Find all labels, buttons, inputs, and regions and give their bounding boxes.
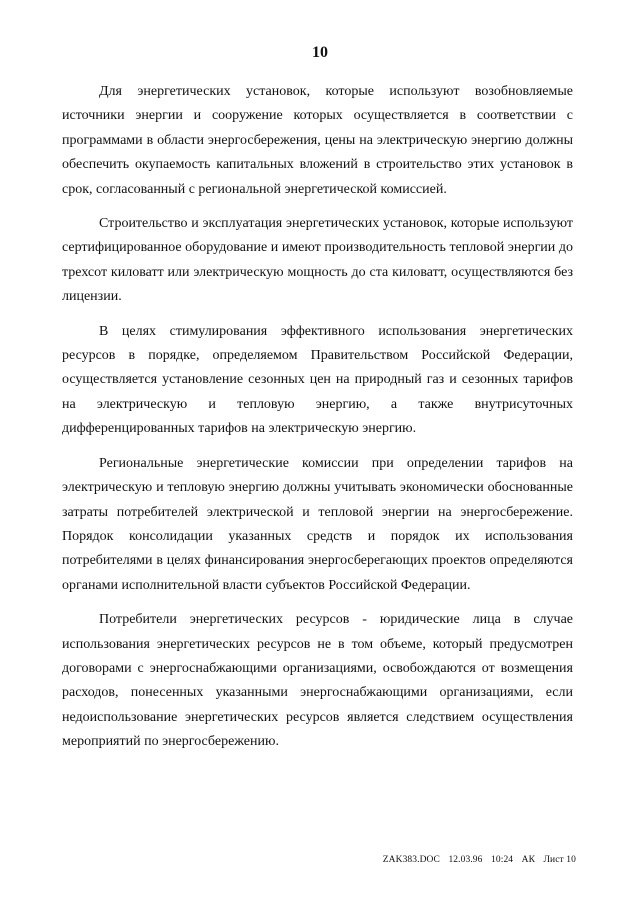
footer-filename: ZAK383.DOC <box>382 855 440 865</box>
paragraph-renewable-energy: Для энергетических установок, которые используют возобновляемые источники энергии и сооружение которых осуществляется в соответствии с программами в области энергосбережения, цены на электрическую энергию должны обеспечить окупаемость капитальных вложений в строительство этих установок в срок, согласованный с региональной энергетической комиссией. <box>62 84 573 197</box>
footer-sheet: Лист 10 <box>543 855 576 865</box>
footer-initials: АК <box>521 855 536 865</box>
page-footer <box>383 855 576 865</box>
document-body <box>62 80 573 755</box>
paragraph-energy-consumers: Потребители энергетических ресурсов - юридические лица в случае использования энергетических ресурсов не в том объеме, который предусмотрен договорами с энергоснабжающими организациями, освобождаются от возмещения расходов, понесенных указанными энергоснабжающими организациями, если недоиспользование энергетических ресурсов является следствием осуществления мероприятий по энергосбережению. <box>62 612 573 750</box>
paragraph-seasonal-tariffs: В целях стимулирования эффективного использования энергетических ресурсов в порядке, определяемом Правительством Российской Федерации, осуществляется установление сезонных цен на природный газ и сезонных тарифов на электрическую и тепловую энергию, а также внутрисуточных дифференцированных тарифов на электрическую энергию. <box>62 323 573 437</box>
page-number: 10 <box>312 44 328 61</box>
footer-date: 12.03.96 <box>448 855 483 865</box>
paragraph-licensing: Строительство и эксплуатация энергетических установок, которые используют сертифицированное оборудование и имеют производительность тепловой энергии до трехсот киловатт или электрическую мощность до ста киловатт, осуществляются без лицензии. <box>62 216 573 305</box>
paragraph-regional-commissions: Региональные энергетические комиссии при определении тарифов на электрическую и тепловую энергию должны учитывать экономически обоснованные затраты потребителей электрической и тепловой энергии на энергосбережение. Порядок консолидации указанных средств и порядок их использования потребителями в целях финансирования энергосберегающих проектов определяются органами исполнительной власти субъектов Российской Федерации. <box>62 455 573 593</box>
footer-time: 10:24 <box>491 855 514 865</box>
